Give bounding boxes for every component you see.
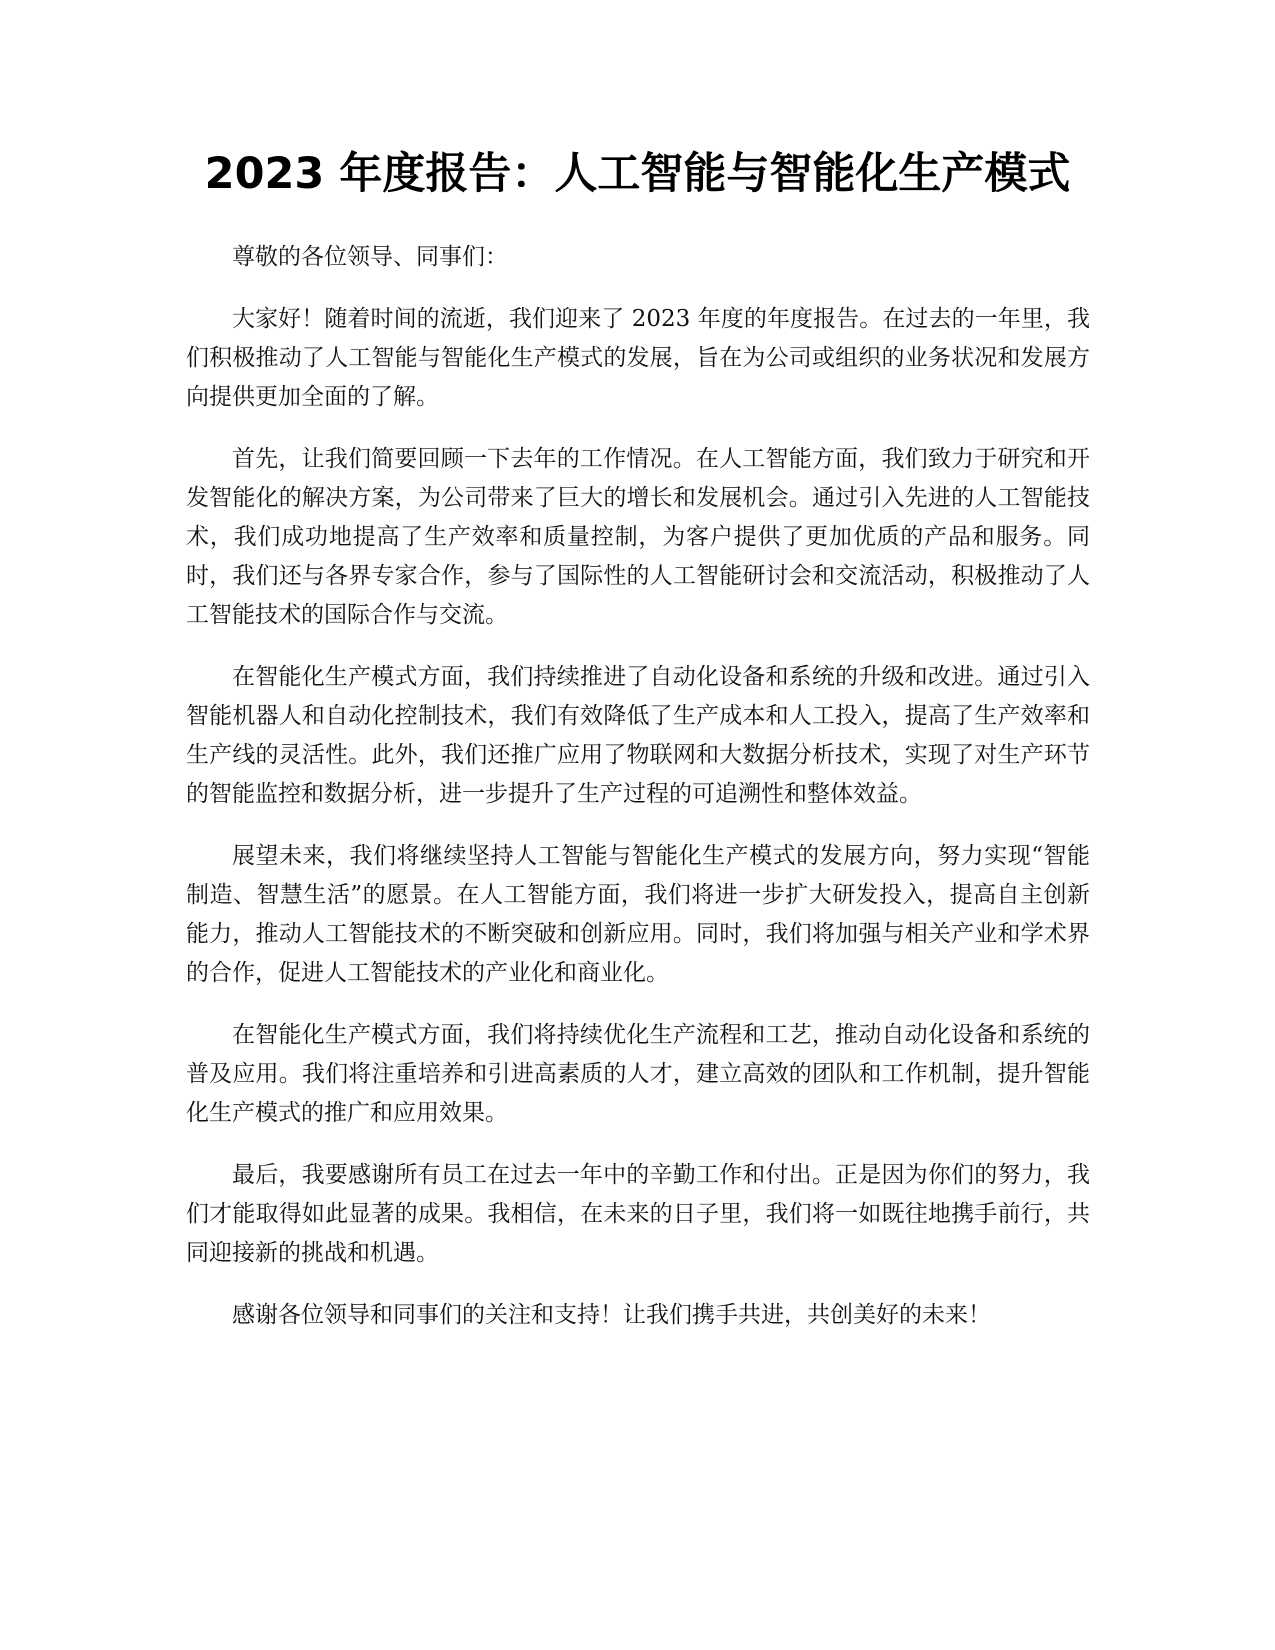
paragraph-greeting: 大家好！随着时间的流逝，我们迎来了 2023 年度的年度报告。在过去的一年里，我们积极推动了人工智能与智能化生产模式的发展，旨在为公司或组织的业务状况和发展方向提供更加全面的了解。: [186, 306, 1090, 410]
paragraph-future-production: 在智能化生产模式方面，我们将持续优化生产流程和工艺，推动自动化设备和系统的普及应用。我们将注重培养和引进高素质的人才，建立高效的团队和工作机制，提升智能化生产模式的推广和应用效果。: [186, 1022, 1090, 1126]
paragraph-review: 首先，让我们简要回顾一下去年的工作情况。在人工智能方面，我们致力于研究和开发智能化的解决方案，为公司带来了巨大的增长和发展机会。通过引入先进的人工智能技术，我们成功地提高了生产效率和质量控制，为客户提供了更加优质的产品和服务。同时，我们还与各界专家合作，参与了国际性的人工智能研讨会和交流活动，积极推动了人工智能技术的国际合作与交流。: [186, 446, 1090, 628]
document-body: [186, 238, 1090, 1358]
document-title: 2023 年度报告：人工智能与智能化生产模式: [204, 149, 1071, 199]
paragraph-salutation: 尊敬的各位领导、同事们：: [232, 244, 508, 270]
paragraph-production-mode: 在智能化生产模式方面，我们持续推进了自动化设备和系统的升级和改进。通过引入智能机器人和自动化控制技术，我们有效降低了生产成本和人工投入，提高了生产效率和生产线的灵活性。此外，我们还推广应用了物联网和大数据分析技术，实现了对生产环节的智能监控和数据分析，进一步提升了生产过程的可追溯性和整体效益。: [186, 664, 1090, 807]
paragraph-outlook: 展望未来，我们将继续坚持人工智能与智能化生产模式的发展方向，努力实现“智能制造、智慧生活”的愿景。在人工智能方面，我们将进一步扩大研发投入，提高自主创新能力，推动人工智能技术的不断突破和创新应用。同时，我们将加强与相关产业和学术界的合作，促进人工智能技术的产业化和商业化。: [186, 843, 1090, 986]
paragraph-thanks-staff: 最后，我要感谢所有员工在过去一年中的辛勤工作和付出。正是因为你们的努力，我们才能取得如此显著的成果。我相信，在未来的日子里，我们将一如既往地携手前行，共同迎接新的挑战和机遇。: [186, 1162, 1090, 1266]
paragraph-closing: 感谢各位领导和同事们的关注和支持！让我们携手共进，共创美好的未来！: [232, 1302, 991, 1328]
